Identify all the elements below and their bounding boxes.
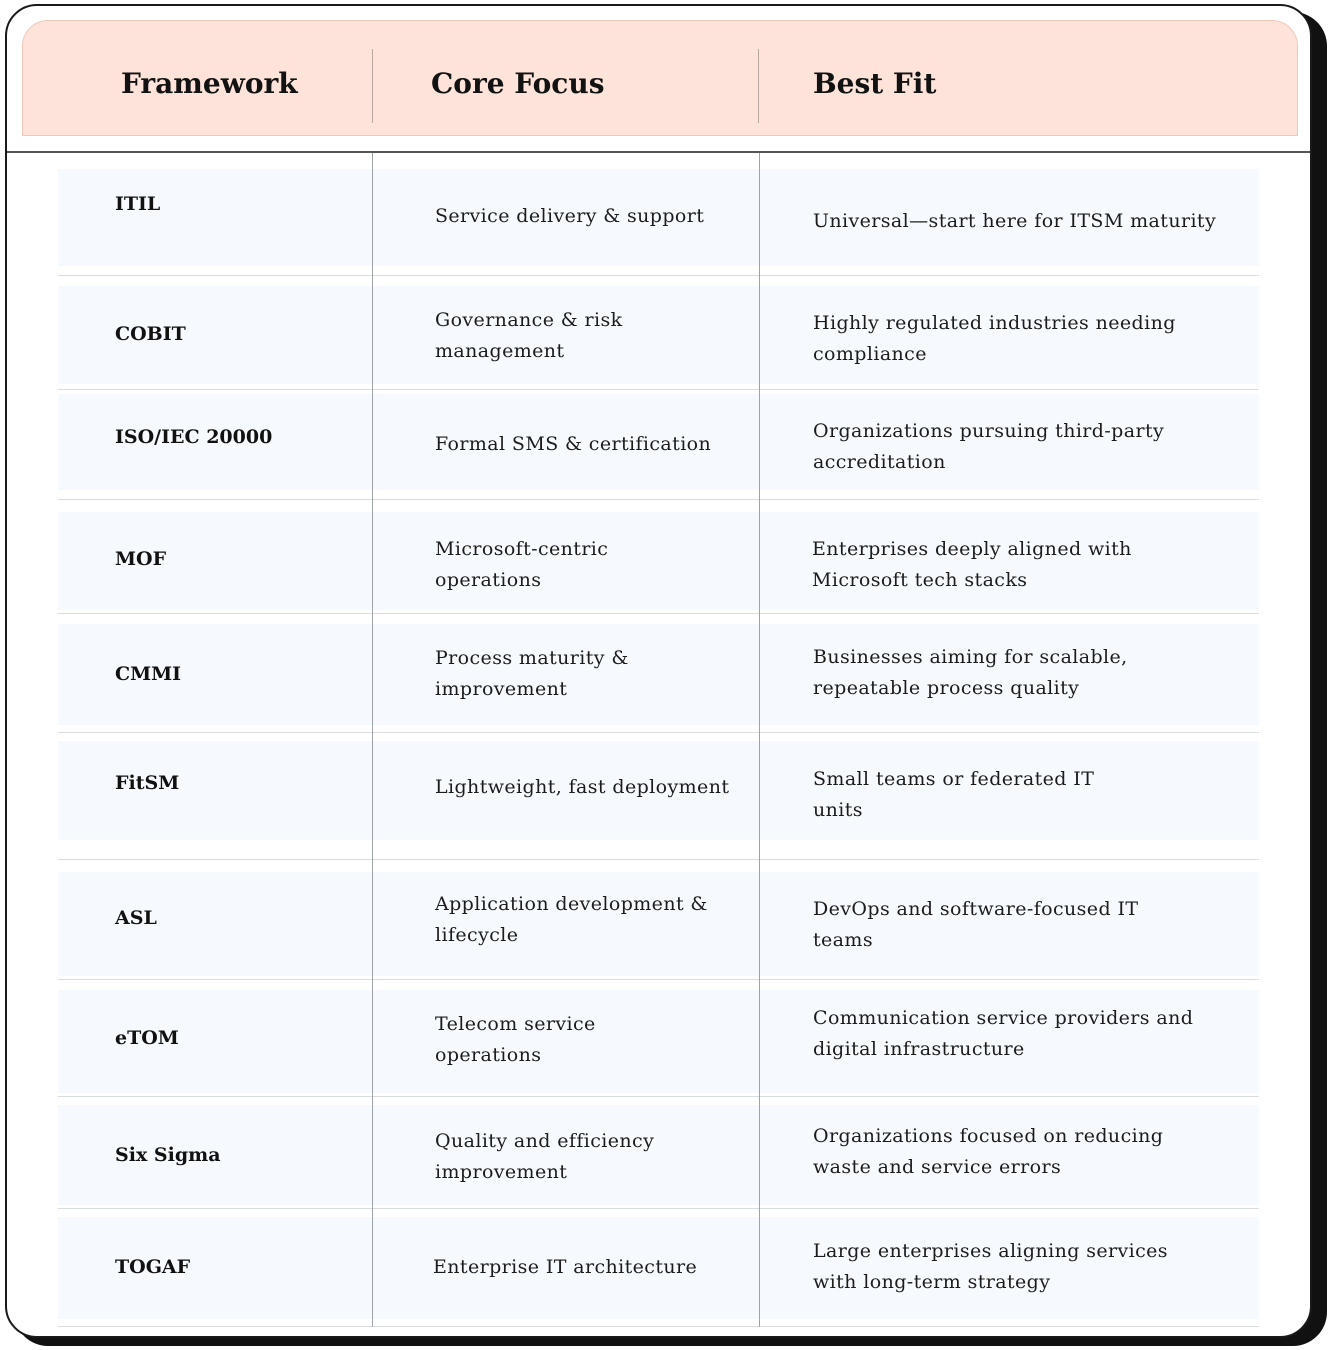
table-row [58, 860, 1259, 980]
framework-cell: ITIL [115, 193, 161, 215]
core-focus-cell: Quality and efficiency improvement [435, 1130, 655, 1183]
framework-cell: CMMI [115, 663, 182, 685]
framework-cell: eTOM [115, 1027, 179, 1049]
framework-cell: COBIT [115, 323, 186, 345]
best-fit-cell: Organizations pursuing third-party accreditation [813, 420, 1165, 473]
core-focus-cell: Process maturity & improvement [435, 647, 629, 700]
core-focus-cell: Telecom service operations [435, 1013, 596, 1066]
best-fit-cell: Enterprises deeply aligned with Microsoft tech stacks [812, 538, 1132, 591]
best-fit-cell: Businesses aiming for scalable, repeatable process quality [813, 646, 1128, 699]
header-core-focus: Core Focus [431, 67, 605, 100]
core-focus-cell: Formal SMS & certification [435, 433, 712, 455]
table-row [58, 980, 1259, 1097]
table-row [58, 1209, 1259, 1327]
column-divider [759, 153, 760, 1327]
table-row [58, 500, 1259, 614]
table-row [58, 390, 1259, 500]
table-row [58, 276, 1259, 390]
header-divider [758, 49, 759, 123]
header-divider [372, 49, 373, 123]
framework-cell: TOGAF [115, 1256, 191, 1278]
column-divider [372, 153, 373, 1327]
core-focus-cell: Service delivery & support [435, 205, 705, 227]
table-row [58, 153, 1259, 276]
table-header [22, 20, 1298, 136]
core-focus-cell: Microsoft-centric operations [435, 538, 609, 591]
table-row [58, 1097, 1259, 1209]
row-divider [58, 1326, 1259, 1327]
header-best-fit: Best Fit [813, 67, 937, 100]
core-focus-cell: Lightweight, fast deployment [435, 776, 730, 798]
best-fit-cell: DevOps and software-focused IT teams [813, 898, 1139, 951]
comparison-table [5, 4, 1312, 1338]
best-fit-cell: Large enterprises aligning services with long-term strategy [813, 1240, 1168, 1293]
header-framework: Framework [121, 67, 298, 100]
framework-cell: Six Sigma [115, 1144, 221, 1166]
framework-cell: ISO/IEC 20000 [115, 426, 273, 448]
best-fit-cell: Universal—start here for ITSM maturity [813, 210, 1217, 232]
framework-cell: MOF [115, 548, 167, 570]
best-fit-cell: Communication service providers and digital infrastructure [813, 1007, 1194, 1060]
framework-cell: ASL [115, 907, 157, 929]
best-fit-cell: Small teams or federated IT units [813, 768, 1095, 821]
framework-cell: FitSM [115, 772, 180, 794]
core-focus-cell: Governance & risk management [435, 309, 623, 362]
table-row [58, 614, 1259, 733]
table-row [58, 733, 1259, 860]
best-fit-cell: Organizations focused on reducing waste and service errors [813, 1125, 1164, 1178]
core-focus-cell: Application development & lifecycle [435, 893, 708, 946]
core-focus-cell: Enterprise IT architecture [433, 1256, 698, 1278]
best-fit-cell: Highly regulated industries needing compliance [813, 312, 1176, 365]
